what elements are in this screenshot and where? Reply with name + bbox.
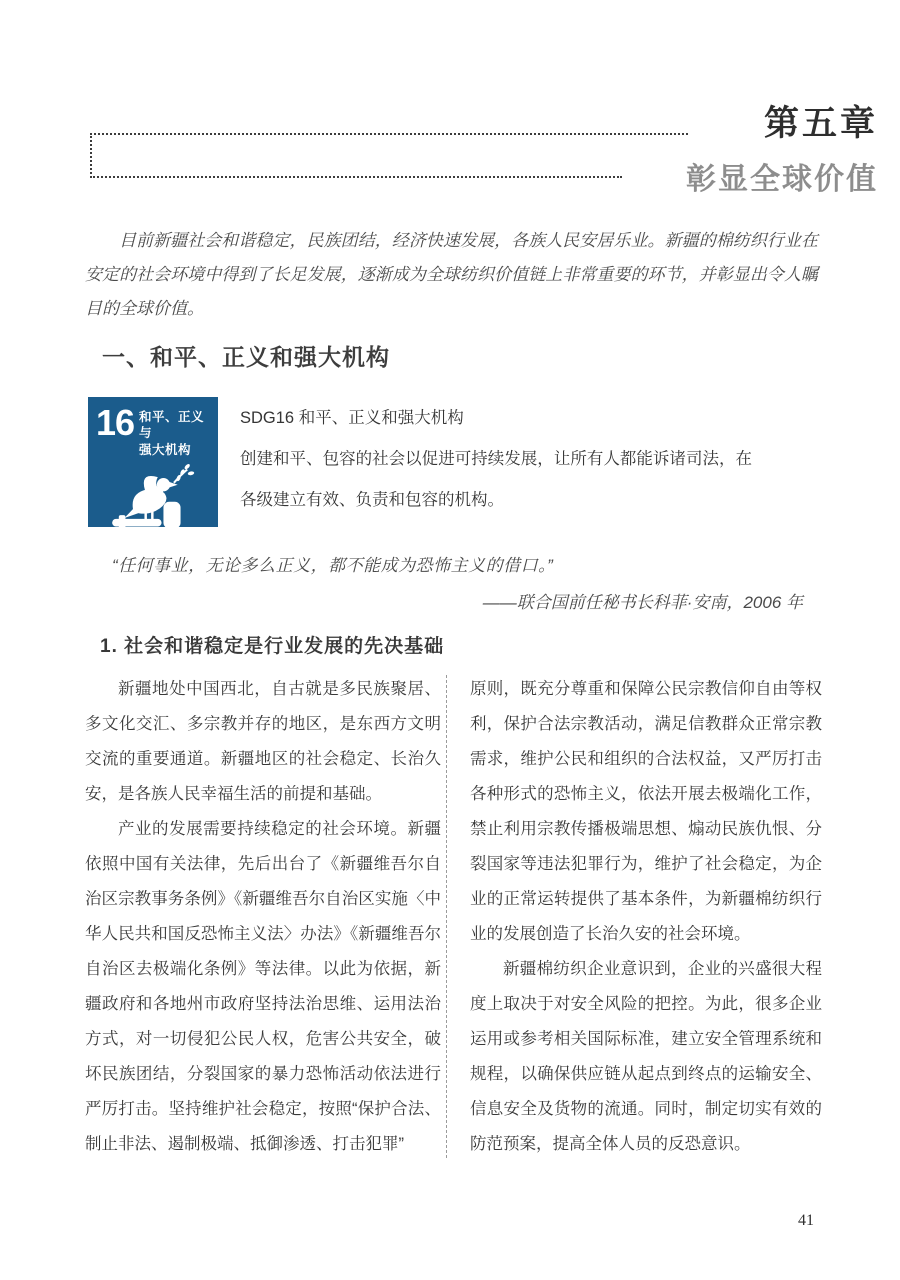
chapter-rule-left: [90, 133, 92, 178]
left-column: [85, 672, 441, 1162]
chapter-rule-bottom: [90, 176, 622, 178]
body-paragraph: 新疆地处中国西北，自古就是多民族聚居、多文化交汇、多宗教并存的地区，是东西方文明交流的重要通道。新疆地区的社会稳定、长治久安，是各族人民幸福生活的前提和基础。: [85, 680, 441, 803]
sdg-title-line: SDG16 和平、正义和强大机构: [240, 409, 464, 427]
body-paragraph: 原则，既充分尊重和保障公民宗教信仰自由等权利，保护合法宗教活动，满足信教群众正常宗教需求，维护公民和组织的合法权益，又严厉打击各种形式的恐怖主义，依法开展去极端化工作，禁止利用宗教传播极端思想、煽动民族仇恨、分裂国家等违法犯罪行为，维护了社会稳定，为企业的正常运转提供了基本条件，为新疆棉纺织行业的发展创造了长治久安的社会环境。: [470, 680, 822, 943]
subsection-heading: 1. 社会和谐稳定是行业发展的先决基础: [100, 636, 445, 657]
quote-text: “任何事业，无论多么正义，都不能成为恐怖主义的借口。”: [112, 556, 554, 575]
right-column: [470, 672, 822, 1162]
body-columns: [85, 672, 822, 1162]
body-paragraph: 产业的发展需要持续稳定的社会环境。新疆依照中国有关法律，先后出台了《新疆维吾尔自治区宗教事务条例》《新疆维吾尔自治区实施〈中华人民共和国反恐怖主义法〉办法》《新疆维吾尔自治区去极端化条例》等法律。以此为依据，新疆政府和各地州市政府坚持法治思维、运用法治方式，对一切侵犯公民人权，危害公共安全，破坏民族团结，分裂国家的暴力恐怖活动依法进行严厉打击。坚持维护社会稳定，按照“保护合法、制止非法、遏制极端、抵御渗透、打击犯罪”: [85, 820, 441, 1153]
dove-olive-branch-gavel-icon: [105, 460, 201, 536]
chapter-title: 第五章: [763, 104, 878, 143]
sdg16-badge: [88, 397, 218, 527]
chapter-subtitle: 彰显全球价值: [686, 163, 878, 196]
body-paragraph: 新疆棉纺织企业意识到，企业的兴盛很大程度上取决于对安全风险的把控。为此，很多企业运用或参考相关国际标准，建立安全管理系统和规程，以确保供应链从起点到终点的运输安全、信息安全及货物的流通。同时，制定切实有效的防范预案，提高全体人员的反恐意识。: [470, 960, 822, 1153]
quote-attribution: ——联合国前任秘书长科菲·安南，2006 年: [482, 593, 803, 612]
sdg-number: 16: [96, 402, 135, 443]
sdg-badge-header: [96, 402, 210, 458]
intro-paragraph: 目前新疆社会和谐稳定，民族团结，经济快速发展，各族人民安居乐业。新疆的棉纺织行业在安定的社会环境中得到了长足发展，逐渐成为全球纺织价值链上非常重要的环节，并彰显出令人瞩目的全球价值。: [85, 231, 818, 318]
page-number: 41: [798, 1212, 814, 1229]
section-heading: 一、和平、正义和强大机构: [102, 344, 390, 370]
chapter-rule-top: [90, 133, 688, 135]
sdg-badge-title-line1: 和平、正义与: [139, 410, 205, 441]
sdg-badge-title: [139, 406, 210, 458]
sdg-description: 创建和平、包容的社会以促进可持续发展，让所有人都能诉诸司法，在各级建立有效、负责和包容的机构。: [240, 450, 752, 509]
sdg-badge-title-line2: 强大机构: [139, 442, 192, 457]
column-divider: [446, 675, 447, 1158]
sdg-description-block: [240, 398, 752, 521]
